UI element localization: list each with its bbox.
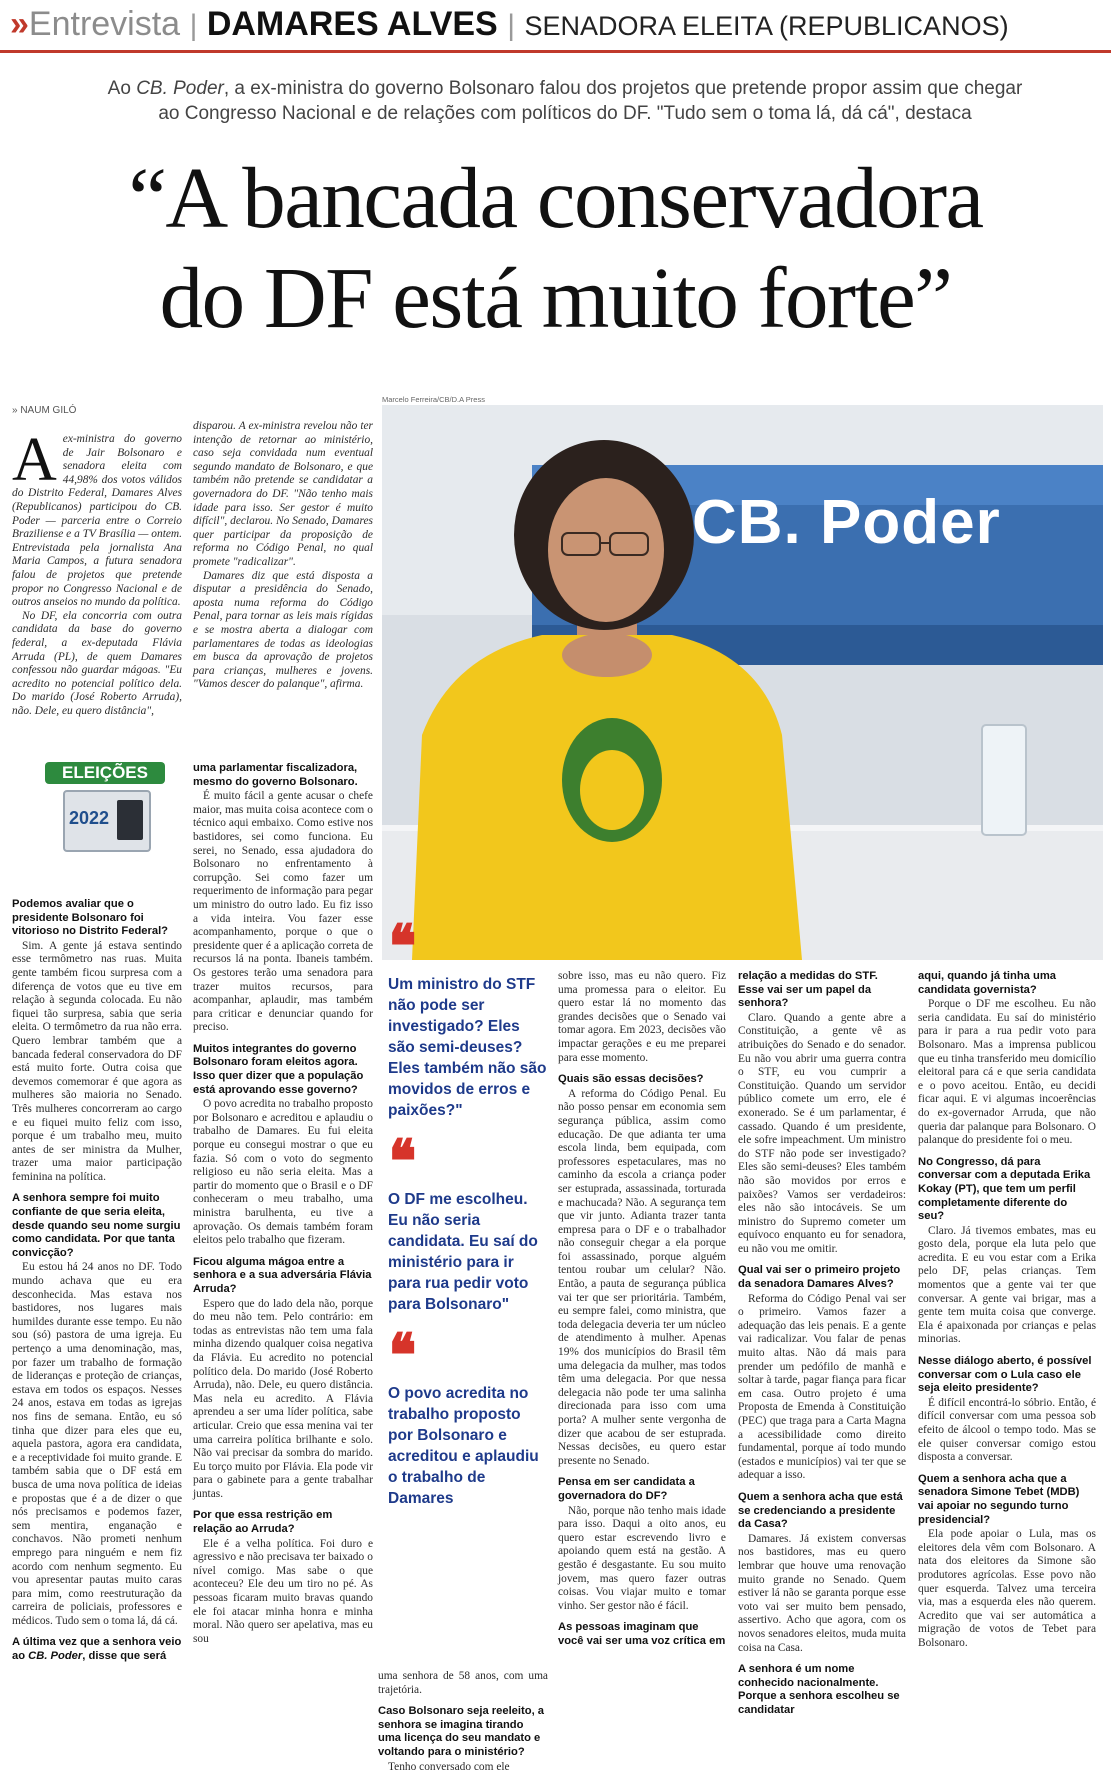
answer: Sim. A gente já estava sentindo esse termômetro nas ruas. Muita gente também ficou surpresa com a diferença de votos que eu tive em relação à segunda colocada. Eu não fiquei tão surpresa, sabia que seria eleita. O termômetro da rua não erra. Quero lembrar também que a bancada federal conservadora do DF está muito forte. Outra coisa que devemos comemorar é que agora as mulheres são maioria no Senado. Três mulheres concorreram ao cargo e eu fiquei muito feliz com isso, porque é um trabalho meu, muito antes de ser ministra da Mulher, trazer uma maior participação feminina na política. [12,939,182,1183]
answer: Damares. Já existem conversas nos bastidores, mas eu quero lembrar que houve uma renovação muito grande no Senado. Quem estiver lá não se garanta porque esse voto vai ser muito bem pensado, assertivo. Acho que agora, com os novos senadores eleitos, muda muita coisa na Casa. [738,1532,906,1654]
intro-column-1 [12,426,182,718]
intro-paragraph-3: disparou. A ex-ministra revelou não ter intenção de retornar ao ministério, caso seja convidada num eventual segundo mandato de Bolsonaro, e que também não pretende se candidatar a governadora do DF. "Não tenho mais idade para isso. Ser gestor é muito difícil", declarou. No Senado, Damares quer participar da proposição de reforma no Código Penal, no qual promete "radicalizar". [193,420,373,568]
question: Pensa em ser candidata a governadora do DF? [558,1476,695,1502]
headline-line-2: do DF está muito forte” [159,249,952,346]
intro-paragraph-1: ex-ministra do governo de Jair Bolsonaro e senadora eleita com 44,98% dos votos válidos do Distrito Federal, Damares Alves (Republicanos) participou do CB. Poder — parceria entre o Correio Braziliense e a TV Brasília — ontem. Entrevistada pela jornalista Ana Maria Campos, a futura senadora falou de projetos que pretende propor no Congresso Nacional e de outros anseios no mundo da política. [12,433,182,609]
dek-program: CB. Poder [136,78,224,99]
intro-column-2 [193,420,373,692]
pull-quote-1: Um ministro do STF não pode ser investigado? Eles são semi-deuses? Eles também não são movidos de erros e paixões?" [388,976,547,1119]
quote-mark-icon: ❛❛ [388,1128,407,1195]
pull-quotes [388,913,548,1509]
answer: A reforma do Código Penal. Eu não posso pensar em economia sem segurança pública, assim como educação. De que adianta ter uma escola linda, bem equipada, com professores espetaculares, mas no caminho da escola a criança poder ser estuprada, assassinada, torturada e machucada? Não. A segurança tem que vir junto. Adianta trazer tanta empresa para o DF e o trabalhador não conseguir chegar a ela porque foi assassinado, porque alguém tentou roubar um celular? Não. Então, a pauta de segurança pública vai ter que ser prioritária. Também, eu sempre falei, como ministra, que toda delegacia deveria ter um núcleo de atendimento à mulher. Apenas 19% dos municípios do Brasil têm uma delegacia da mulher, mas todos têm uma delegacia. Por que nessa delegacia não pode ter uma salinha direcionada para isso com uma porta? A mulher sente vergonha de dizer que acabou de ser estuprada. Nessas decisões, eu quero estar presente no Senado. [558,1087,726,1467]
ballot-box-icon [63,790,151,852]
question: uma parlamentar fiscalizadora, mesmo do governo Bolsonaro. [193,762,358,788]
answer: Claro. Quando a gente abre a Constituição, a gente vê as atribuições do Senado e do senador. Eu não vou abrir uma guerra contra o STF, eu vou cumprir a Constituição. Quando um servidor público comete um erro, ele é exonerado. Se é um parlamentar, é cassado. Quando é um presidente, ele sofre impeachment. Um ministro do STF não pode ser investigado? Eles são semi-deuses? Eles também não são movidos por erros e paixões? Vamos ser verdadeiros: eles não são intocáveis. Se um ministro do Supremo cometer um equívoco enquanto eu for senadora, eu não vou me omitir. [738,1011,906,1255]
section-arrows: » [10,5,29,43]
answer: Espero que do lado dela não, porque do meu não tem. Pelo contrário: em todas as entrevistas não tem uma fala minha dizendo qualquer coisa negativa da Flávia. Eu acredito no potencial político dela. Do marido (José Roberto Arruda), não. Dele, eu quero distância. Mas nela eu acredito. A Flávia aprendeu a ser uma líder política, sabe articular. Creio que essa menina vai ter uma carreira política brilhante e solo. Não vai precisar da sombra do marido. Eu torço muito por Flávia. Ela pode vir para o gabinete para a gente trabalhar juntas. [193,1297,373,1500]
answer: Eu estou há 24 anos no DF. Todo mundo achava que eu era desconhecida. Mas estava nos bastidores, nos lugares mais humildes durante esse tempo. Eu não sou (só) pastora de uma igreja. Eu pertenço a uma denominação, mas, por fazer um trabalho de formação de lideranças e proteção de crianças, estava em todos os espaços. Nesses 24 anos, estava em todas as igrejas nos fins de semana. Então, eu só tinha que dizer para eles que eu, aquela pastora, agora era candidata, e a receptividade foi muito grande. E também sabia que o DF está em busca de uma nova política de ideias e propostas que é a de dizer o que nós precisamos e podemos fazer, sem mentira, enganação e conchavos. Não prometi nenhum emprego para ninguém e nem fiz acordo com nenhum segmento. Eu vou apresentar pautas muito caras para mim, como reestruturação da carreira de policiais, professores e médicos. Tudo sem o toma lá, dá cá. [12,1261,182,1627]
answer: Ele é a velha política. Foi duro e agressivo e não precisava ter baixado o nível comigo. Mas sabe o que aconteceu? Ele deu um tiro no pé. As pessoas ficaram muito bravas quando ele foi atacar minha honra e minha moral. Não quero ser apelativa, mas eu sou [193,1537,373,1645]
article-column-1 [12,898,182,1665]
article-column-2 [193,762,373,1646]
question: relação a medidas do STF. Esse vai ser um papel da senhora? [738,970,878,1010]
dropcap: A [12,426,57,494]
question: Caso Bolsonaro seja reeleito, a senhora se imagina tirando uma licença do seu mandato e voltando para o ministério? [378,1705,545,1758]
question: Ficou alguma mágoa entre a senhora e a sua adversária Flávia Arruda? [193,1255,372,1295]
question: A última vez que a senhora veio ao CB. Poder, disse que será [12,1636,182,1663]
article-column-6 [918,970,1096,1651]
question: Nesse diálogo aberto, é possível conversar com o Lula caso ele seja eleito presidente? [918,1355,1092,1395]
byline: » NAUM GILÓ [12,405,77,416]
question: As pessoas imaginam que você vai ser uma voz crítica em [558,1621,726,1647]
answer: Claro. Já tivemos embates, mas eu gosto dela, porque ela luta pelo que acredita. E eu vou estar com a Erika pelo DF, pelas crianças. Tem momentos que a gente vai ter que conversar. A gente vai brigar, mas a gente tem muita coisa que converge. Ela é apaixonada por crianças e pelas minorias. [918,1224,1096,1346]
question: Muitos integrantes do governo Bolsonaro foram eleitos agora. Isso quer dizer que a população está aprovando esse governo? [193,1042,364,1096]
quote-mark-icon: ❛❛ [388,913,407,980]
question: aqui, quando já tinha uma candidata governista? [918,970,1056,996]
quote-mark-icon: ❛❛ [388,1322,407,1389]
question: A senhora é um nome conhecido nacionalmente. Porque a senhora escolheu se candidatar [738,1663,900,1716]
badge-year: 2022 [69,808,110,828]
answer: Ela pode apoiar o Lula, mas os eleitores dela vêm com Bolsonaro. A nata dos eleitores da Simone são produtores agrícolas. Esse povo não quer esquerda. Talvez uma terceira via, mas a esquerda eles não querem. Acredito que vai ser automática a migração de votos de Tebet para Bolsonaro. [918,1528,1096,1649]
question: Quem a senhora acha que a senadora Simone Tebet (MDB) vai apoiar no segundo turno presidencial? [918,1472,1080,1526]
article-column-4 [558,970,726,1650]
interviewee-name: DAMARES ALVES [206,5,498,43]
answer: sobre isso, mas eu não quero. Fiz uma promessa para o eleitor. Eu quero estar lá no momento das grandes decisões que o Senado vai tomar agora. Em 2023, decisões vão impactar gerações e eu me preparei para esse momento. [558,970,726,1064]
question: A senhora sempre foi muito confiante de que seria eleita, desde quando seu nome surgiu como candidata. Por que tanta convicção? [12,1192,181,1259]
interviewee-role: SENADORA ELEITA (REPUBLICANOS) [524,11,1009,41]
article-column-5 [738,970,906,1718]
section-header: »Entrevista | DAMARES ALVES | SENADORA ELEITA (REPUBLICANOS) [0,0,1111,53]
question: Qual vai ser o primeiro projeto da senadora Damares Alves? [738,1264,901,1291]
answer: O povo acredita no trabalho proposto por Bolsonaro e acreditou e aplaudiu o trabalho de Damares. Eu fui eleita porque eu consegui mostrar o que eu fazia. Só com o voto do segmento religioso eu não seria eleita. Mas a partir do momento que o Brasil e o DF conheceram o meu trabalho, uma ministra barulhenta, eu tive a aprovação. Os demais também foram eleitos pelo trabalho que fizeram. [193,1098,373,1247]
question: Podemos avaliar que o presidente Bolsonaro foi vitorioso no Distrito Federal? [12,898,169,938]
question: No Congresso, dá para conversar com a deputada Erika Kokay (PT), que tem um perfil completamente diferente do seu? [918,1155,1091,1223]
elections-badge [45,762,165,858]
intro-paragraph-2: No DF, ela concorria com outra candidata da base do governo federal, a ex-deputada Flávia Arruda (PL), de quem Damares confessou não guardar mágoas. "Eu acredito no potencial político dela. Do marido (José Roberto Arruda), não. Dele, eu quero distância", [12,609,182,717]
headline [0,148,1111,348]
answer: Não, porque não tenho mais idade para isso. Daqui a oito anos, eu quero estar escrevendo livro e apoiando quem está na gestão. A gestão é desgastante. Eu sou muito jovem, mas quero fazer outras coisas. Vou viajar muito e tomar vinho. Ser gestor não é fácil. [558,1504,726,1612]
pull-quote-2: O DF me escolheu. Eu não seria candidata. Eu saí do ministério para ir para rua pedir voto para Bolsonaro" [388,1191,538,1313]
question: Por que essa restrição em relação ao Arruda? [193,1509,333,1536]
answer: É muito fácil a gente acusar o chefe maior, mas muita coisa acontece com o técnico aqui embaixo. Como estive nos bastidores, sei como funciona. Eu serei, no Senado, essa ajudadora do Bolsonaro no enfrentamento à corrupção. Sei como fazer um requerimento de informação para pegar um ministro do outro lado. Eu fiz isso a vida inteira. Vou fazer esse acompanhamento, porque o que o presidente quer é a aplicação correta de recursos lá na ponta. Ibaneis também. Os gestores terão uma senadora para trazer muitos recursos, para acompanhar, aplaudir, mas também para criticar e denunciar quando for preciso. [193,790,373,1034]
answer: Tenho conversado com ele [388,1760,510,1773]
headline-line-1: “A bancada conservadora [128,149,983,246]
badge-title: ELEIÇÕES [45,762,165,784]
question: Quem a senhora acha que está se credenciando a presidente da Casa? [738,1490,903,1531]
interview-photo [382,405,1103,960]
answer: uma senhora de 58 anos, com uma trajetória. [378,1670,548,1696]
answer: Reforma do Código Penal vai ser o primeiro. Vamos fazer a adequação das leis penais. E a gente vai radicalizar. Vou falar de penas muito altas. Não dá mais para prender um pedófilo de manhã e soltar à tarde, pagar fiança para ficar em casa. Outro projeto é uma Proposta de Emenda à Constituição (PEC) que traga para a Carta Magna a acessibilidade como direito fundamental, porque aí todo mundo (estados e municípios) vai ter que se adequar a isso. [738,1292,906,1482]
question: Quais são essas decisões? [558,1073,704,1086]
article-column-3 [378,1670,548,1774]
answer: É difícil encontrá-lo sóbrio. Então, é difícil conversar com uma pessoa sob efeito de álcool o tempo todo. Mas se ele quiser conversar comigo estou disposta a conversar. [918,1396,1096,1464]
photo-backdrop-text: CB. Poder [692,488,1001,557]
intro-paragraph-4: Damares diz que está disposta a disputar a presidência do Senado, aposta numa reforma do Código Penal, para tornar as leis mais rígidas e se mostra aberta a dialogar com parlamentares de todas as ideologias em busca da aprovação de projetos para crianças, mulheres e jovens. "Vamos descer do palanque", afirma. [193,569,373,691]
answer: Porque o DF me escolheu. Eu não seria candidata. Eu saí do ministério para ir para a rua pedir voto para Bolsonaro. Mas a imprensa publicou que eu tinha transferido meu domicílio eleitoral para cá e que seria candidata e o povo aceitou. Então, eu decidi ficar aqui. E vi algumas incoerências do ex-governador Arruda, que não queria dar palanque para Bolsonaro. O palanque do presidente foi o meu. [918,998,1096,1147]
pull-quote-3: O povo acredita no trabalho proposto por Bolsonaro e acreditou e aplaudiu o trabalho de Damares [388,1385,539,1507]
dek: Ao CB. Poder, a ex-ministra do governo Bolsonaro falou dos projetos que pretende propor assim que chegar ao Congresso Nacional e de relações com políticos do DF. "Tudo sem o toma lá, dá cá", destaca [107,78,1023,124]
section-label: Entrevista [28,5,181,43]
photo-credit: Marcelo Ferreira/CB/D.A Press [382,395,485,404]
